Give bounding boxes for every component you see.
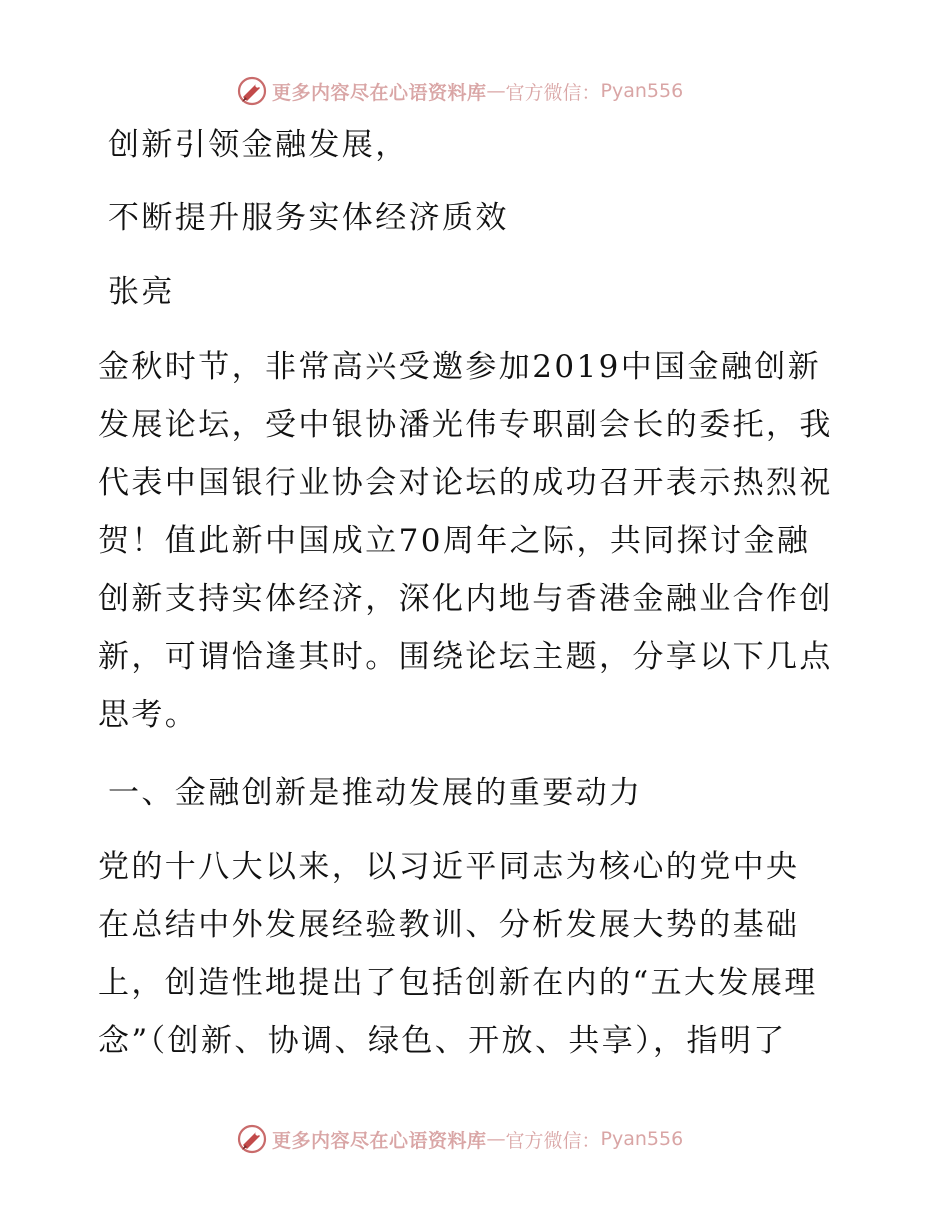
- paragraph-line: 贺！值此新中国成立70周年之际，共同探讨金融: [98, 523, 811, 559]
- pen-nib-circle-icon: [236, 75, 268, 107]
- pen-nib-circle-icon: [236, 1123, 268, 1155]
- watermark-text: 更多内容尽在心语资料库: [272, 81, 487, 104]
- watermark-separator: —: [486, 1128, 506, 1150]
- watermark-label: 官方微信：: [505, 1129, 601, 1152]
- watermark-wechat-id: Pyan556: [600, 80, 684, 102]
- paragraph-line: 党的十八大以来，以习近平同志为核心的党中央: [98, 849, 800, 885]
- title-line-2: 不断提升服务实体经济质效: [108, 200, 509, 236]
- header-watermark: [236, 74, 683, 108]
- paragraph-2: [98, 849, 858, 1084]
- watermark-wechat-id: Pyan556: [600, 1128, 684, 1150]
- paragraph-line: 念”（创新、协调、绿色、开放、共享），指明了: [98, 1023, 787, 1059]
- footer-watermark: [236, 1122, 683, 1156]
- paragraph-line: 思考。: [98, 697, 199, 733]
- paragraph-1: [98, 349, 858, 758]
- paragraph-line: 代表中国银行业协会对论坛的成功召开表示热烈祝: [98, 465, 833, 501]
- section-heading-1: 一、金融创新是推动发展的重要动力: [108, 775, 643, 811]
- watermark-separator: —: [486, 80, 506, 102]
- watermark-text: 更多内容尽在心语资料库: [272, 1129, 487, 1152]
- paragraph-line: 创新支持实体经济，深化内地与香港金融业合作创: [98, 581, 833, 617]
- paragraph-line: 上，创造性地提出了包括创新在内的“五大发展理: [98, 965, 818, 1001]
- paragraph-line: 新，可谓恰逢其时。围绕论坛主题，分享以下几点: [98, 639, 833, 675]
- title-line-1: 创新引领金融发展，: [108, 127, 409, 163]
- watermark-label: 官方微信：: [505, 81, 601, 104]
- paragraph-line: 在总结中外发展经验教训、分析发展大势的基础: [98, 907, 800, 943]
- author-name: 张亮: [108, 274, 175, 310]
- paragraph-line: 发展论坛，受中银协潘光伟专职副会长的委托，我: [98, 407, 833, 443]
- paragraph-line: 金秋时节，非常高兴受邀参加2019中国金融创新: [98, 349, 822, 385]
